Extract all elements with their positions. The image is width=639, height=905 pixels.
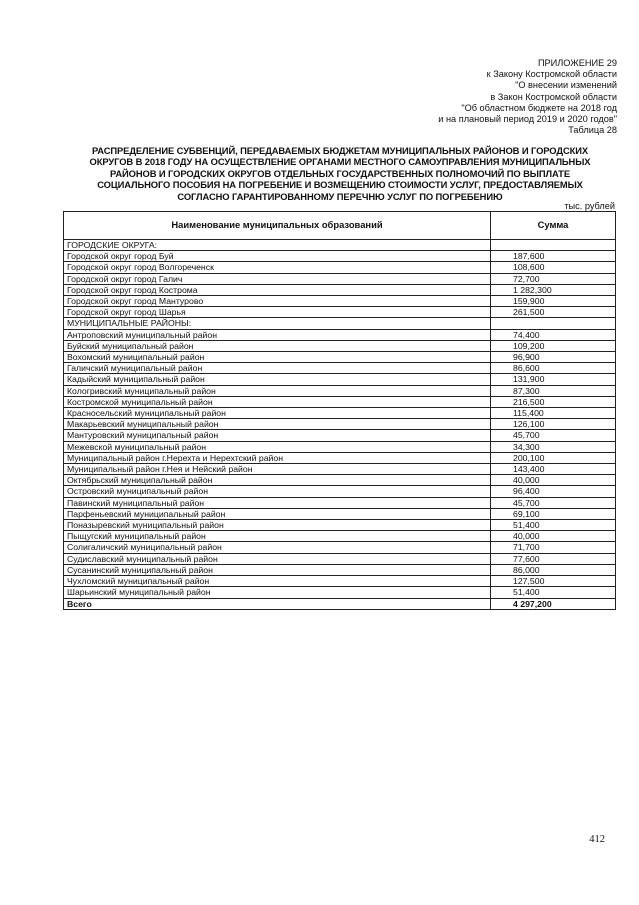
column-header-sum: Сумма xyxy=(491,212,616,240)
table-row xyxy=(64,408,616,419)
sum-value: 71,700 xyxy=(491,542,616,553)
sum-value: 96,400 xyxy=(491,486,616,497)
subsidy-table xyxy=(63,211,616,610)
sum-value: 45,700 xyxy=(491,430,616,441)
sum-value xyxy=(491,318,616,329)
table-row xyxy=(64,419,616,430)
municipality-name: Городской округ город Мантурово xyxy=(64,296,491,307)
sum-value: 77,600 xyxy=(491,553,616,564)
municipality-name: ГОРОДСКИЕ ОКРУГА: xyxy=(64,240,491,251)
table-row xyxy=(64,531,616,542)
table-total-row xyxy=(64,598,616,609)
units-label: тыс. рублей xyxy=(564,201,615,211)
sum-value: 74,400 xyxy=(491,329,616,340)
sum-value: 69,100 xyxy=(491,508,616,519)
table-row xyxy=(64,576,616,587)
municipality-name: Всего xyxy=(64,598,491,609)
sum-value: 1 282,300 xyxy=(491,284,616,295)
municipality-name: Красносельский муниципальный район xyxy=(64,408,491,419)
table-row xyxy=(64,475,616,486)
appendix-line: "Об областном бюджете на 2018 год xyxy=(461,102,617,113)
sum-value: 108,600 xyxy=(491,262,616,273)
sum-value: 45,700 xyxy=(491,497,616,508)
municipality-name: Городской округ город Галич xyxy=(64,273,491,284)
sum-value: 109,200 xyxy=(491,340,616,351)
table-row xyxy=(64,296,616,307)
municipality-name: Муниципальный район г.Нерехта и Нерехтский район xyxy=(64,452,491,463)
page-number: 412 xyxy=(589,834,605,845)
sum-value: 51,400 xyxy=(491,587,616,598)
sum-value: 187,600 xyxy=(491,251,616,262)
municipality-name: Шарьинский муниципальный район xyxy=(64,587,491,598)
sum-value: 216,500 xyxy=(491,396,616,407)
municipality-name: Пыщугский муниципальный район xyxy=(64,531,491,542)
sum-value: 86,600 xyxy=(491,363,616,374)
municipality-name: МУНИЦИПАЛЬНЫЕ РАЙОНЫ: xyxy=(64,318,491,329)
table-row xyxy=(64,520,616,531)
document-title xyxy=(60,145,620,202)
municipality-name: Павинский муниципальный район xyxy=(64,497,491,508)
municipality-name: Сусанинский муниципальный район xyxy=(64,564,491,575)
table-row xyxy=(64,486,616,497)
municipality-name: Судиславский муниципальный район xyxy=(64,553,491,564)
table-row xyxy=(64,318,616,329)
sum-value: 4 297,200 xyxy=(491,598,616,609)
municipality-name: Кадыйский муниципальный район xyxy=(64,374,491,385)
municipality-name: Чухломский муниципальный район xyxy=(64,576,491,587)
appendix-line: ПРИЛОЖЕНИЕ 29 xyxy=(537,58,617,68)
table-row xyxy=(64,553,616,564)
sum-value: 159,900 xyxy=(491,296,616,307)
sum-value: 143,400 xyxy=(491,464,616,475)
table-row xyxy=(64,329,616,340)
table-row xyxy=(64,385,616,396)
municipality-name: Межевской муниципальный район xyxy=(64,441,491,452)
municipality-name: Антроповский муниципальный район xyxy=(64,329,491,340)
sum-value: 131,900 xyxy=(491,374,616,385)
appendix-line: к Закону Костромской области xyxy=(486,69,617,80)
sum-value: 72,700 xyxy=(491,273,616,284)
table-row xyxy=(64,508,616,519)
appendix-line: и на плановый период 2019 и 2020 годов" xyxy=(438,114,617,125)
table-row xyxy=(64,340,616,351)
table-row xyxy=(64,441,616,452)
appendix-line: "О внесении изменений xyxy=(515,80,617,91)
table-row xyxy=(64,307,616,318)
municipality-name: Вохомский муниципальный район xyxy=(64,352,491,363)
sum-value: 96,900 xyxy=(491,352,616,363)
sum-value: 40,000 xyxy=(491,475,616,486)
table-row xyxy=(64,542,616,553)
sum-value: 87,300 xyxy=(491,385,616,396)
table-row xyxy=(64,240,616,251)
title-line: РАЙОНОВ И ГОРОДСКИХ ОКРУГОВ ОТДЕЛЬНЫХ ГОСУДАРСТВЕННЫХ ПОЛНОМОЧИЙ ПО ВЫПЛАТЕ xyxy=(110,167,570,179)
table-row xyxy=(64,284,616,295)
municipality-name: Городской округ город Кострома xyxy=(64,284,491,295)
municipality-name: Октябрьский муниципальный район xyxy=(64,475,491,486)
sum-value: 200,100 xyxy=(491,452,616,463)
municipality-name: Городской округ город Буй xyxy=(64,251,491,262)
table-row xyxy=(64,452,616,463)
title-line: РАСПРЕДЕЛЕНИЕ СУБВЕНЦИЙ, ПЕРЕДАВАЕМЫХ БЮДЖЕТАМ МУНИЦИПАЛЬНЫХ РАЙОНОВ И ГОРОДСКИХ xyxy=(91,145,589,156)
table-row xyxy=(64,262,616,273)
sum-value: 40,000 xyxy=(491,531,616,542)
table-row xyxy=(64,273,616,284)
table-body xyxy=(64,240,616,610)
table-row xyxy=(64,363,616,374)
column-header-name: Наименование муниципальных образований xyxy=(64,212,491,240)
appendix-line: в Закон Костромской области xyxy=(490,91,617,102)
table-row xyxy=(64,464,616,475)
title-line: СОГЛАСНО ГАРАНТИРОВАННОМУ ПЕРЕЧНЮ УСЛУГ ПО ПОГРЕБЕНИЮ xyxy=(177,190,503,202)
table-row xyxy=(64,251,616,262)
table-row xyxy=(64,564,616,575)
table-row xyxy=(64,497,616,508)
municipality-name: Мантуровский муниципальный район xyxy=(64,430,491,441)
municipality-name: Солигаличский муниципальный район xyxy=(64,542,491,553)
sum-value: 34,300 xyxy=(491,441,616,452)
sum-value: 261,500 xyxy=(491,307,616,318)
title-line: ОКРУГОВ В 2018 ГОДУ НА ОСУЩЕСТВЛЕНИЕ ОРГАНАМИ МЕСТНОГО САМОУПРАВЛЕНИЯ МУНИЦИПАЛЬНЫХ xyxy=(89,156,591,168)
sum-value xyxy=(491,240,616,251)
municipality-name: Городской округ город Шарья xyxy=(64,307,491,318)
table-row xyxy=(64,374,616,385)
sum-value: 51,400 xyxy=(491,520,616,531)
table-row xyxy=(64,352,616,363)
appendix-header xyxy=(438,58,617,136)
municipality-name: Костромской муниципальный район xyxy=(64,396,491,407)
table-header-row xyxy=(64,212,616,240)
municipality-name: Островский муниципальный район xyxy=(64,486,491,497)
table-row xyxy=(64,587,616,598)
municipality-name: Кологривский муниципальный район xyxy=(64,385,491,396)
table-row xyxy=(64,430,616,441)
municipality-name: Буйский муниципальный район xyxy=(64,340,491,351)
municipality-name: Городской округ город Волгореченск xyxy=(64,262,491,273)
municipality-name: Поназыревский муниципальный район xyxy=(64,520,491,531)
municipality-name: Муниципальный район г.Нея и Нейский район xyxy=(64,464,491,475)
sum-value: 127,500 xyxy=(491,576,616,587)
municipality-name: Макарьевский муниципальный район xyxy=(64,419,491,430)
sum-value: 126,100 xyxy=(491,419,616,430)
title-line: СОЦИАЛЬНОГО ПОСОБИЯ НА ПОГРЕБЕНИЕ И ВОЗМЕЩЕНИЮ СТОИМОСТИ УСЛУГ, ПРЕДОСТАВЛЯЕМЫХ xyxy=(97,179,583,191)
sum-value: 86,000 xyxy=(491,564,616,575)
appendix-line: Таблица 28 xyxy=(568,125,617,136)
sum-value: 115,400 xyxy=(491,408,616,419)
table-row xyxy=(64,396,616,407)
municipality-name: Галичский муниципальный район xyxy=(64,363,491,374)
municipality-name: Парфеньевский муниципальный район xyxy=(64,508,491,519)
